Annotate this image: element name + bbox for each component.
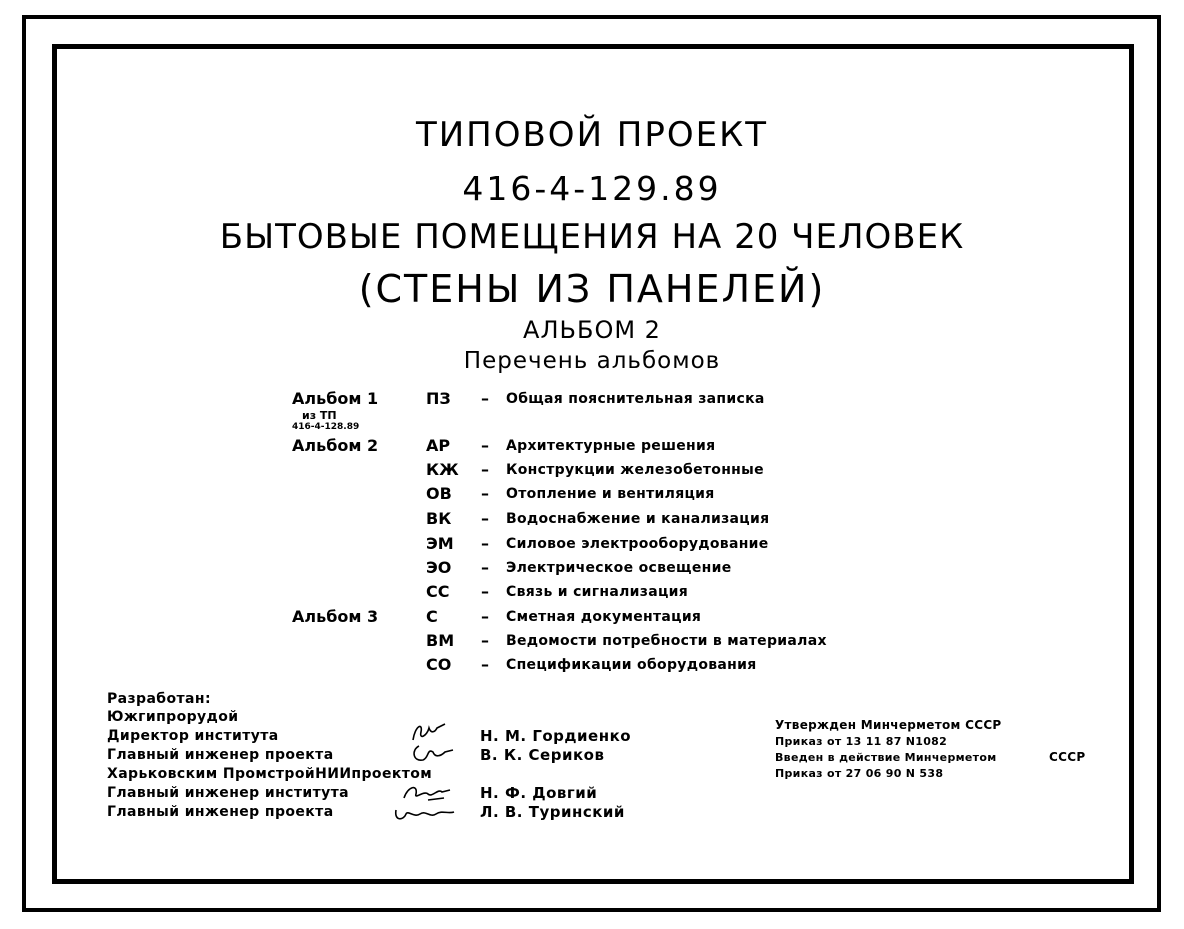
- item-desc: Силовое электрооборудование: [506, 536, 769, 552]
- item-code: СО: [426, 655, 452, 674]
- item-desc: Связь и сигнализация: [506, 584, 689, 600]
- item-code: АР: [426, 436, 451, 455]
- name-4: Л. В. Туринский: [480, 803, 625, 821]
- item-desc: Общая пояснительная записка: [506, 391, 765, 407]
- album-1-note-line-2: 416-4-128.89: [292, 422, 360, 432]
- item-desc: Архитектурные решения: [506, 438, 716, 454]
- item-desc: Ведомости потребности в материалах: [506, 633, 827, 649]
- item-dash: –: [481, 389, 489, 408]
- approval-line-2: Приказ от 13 11 87 N1082: [775, 735, 948, 748]
- item-desc: Отопление и вентиляция: [506, 486, 715, 502]
- name-2: В. К. Сериков: [480, 746, 605, 764]
- item-desc: Сметная документация: [506, 609, 702, 625]
- item-dash: –: [481, 509, 489, 528]
- project-number: 416-4-129.89: [462, 169, 722, 208]
- album-1-note-line-1: из ТП: [302, 409, 337, 422]
- album-3-label: Альбом 3: [292, 607, 379, 626]
- item-code: ВК: [426, 509, 452, 528]
- item-desc: Водоснабжение и канализация: [506, 511, 770, 527]
- album-2-label: Альбом 2: [292, 436, 379, 455]
- item-code: С: [426, 607, 438, 626]
- item-code: ОВ: [426, 484, 452, 503]
- item-dash: –: [481, 631, 489, 650]
- item-desc: Конструкции железобетонные: [506, 462, 764, 478]
- item-code: ЭО: [426, 558, 452, 577]
- approval-line-1: Утвержден Минчерметом СССР: [775, 718, 1002, 732]
- developer-org-1: Южгипрорудой: [107, 709, 239, 725]
- signature-4: [390, 800, 460, 826]
- name-3: Н. Ф. Довгий: [480, 784, 598, 802]
- developer-role-3: Главный инженер института: [107, 785, 349, 801]
- approval-line-4: Приказ от 27 06 90 N 538: [775, 767, 944, 780]
- developer-role-4: Главный инженер проекта: [107, 804, 334, 820]
- signature-2: [405, 740, 465, 768]
- item-dash: –: [481, 460, 489, 479]
- item-code: ЭМ: [426, 534, 454, 553]
- albums-list-heading: Перечень альбомов: [463, 348, 721, 374]
- item-dash: –: [481, 484, 489, 503]
- item-dash: –: [481, 655, 489, 674]
- item-code: ВМ: [426, 631, 455, 650]
- developer-role-1: Директор института: [107, 728, 279, 744]
- title-line-4: (СТЕНЫ ИЗ ПАНЕЛЕЙ): [358, 267, 826, 311]
- developer-role-2: Главный инженер проекта: [107, 747, 334, 763]
- album-1-label: Альбом 1: [292, 389, 379, 408]
- name-1: Н. М. Гордиенко: [480, 727, 632, 745]
- approval-line-3-suffix: СССР: [1049, 750, 1086, 764]
- title-line-1: ТИПОВОЙ ПРОЕКТ: [415, 115, 769, 155]
- developers-heading: Разработан:: [107, 691, 211, 707]
- item-dash: –: [481, 534, 489, 553]
- item-dash: –: [481, 607, 489, 626]
- item-code: ПЗ: [426, 389, 451, 408]
- item-desc: Электрическое освещение: [506, 560, 732, 576]
- item-desc: Спецификации оборудования: [506, 657, 757, 673]
- item-code: КЖ: [426, 460, 459, 479]
- album-title: АЛЬБОМ 2: [523, 316, 661, 344]
- item-dash: –: [481, 436, 489, 455]
- item-dash: –: [481, 582, 489, 601]
- item-code: СС: [426, 582, 450, 601]
- title-line-3: БЫТОВЫЕ ПОМЕЩЕНИЯ НА 20 ЧЕЛОВЕК: [219, 217, 965, 257]
- approval-line-3: Введен в действие Минчерметом: [775, 751, 997, 764]
- item-dash: –: [481, 558, 489, 577]
- developer-org-2: Харьковским ПромстройНИИпроектом: [107, 766, 433, 782]
